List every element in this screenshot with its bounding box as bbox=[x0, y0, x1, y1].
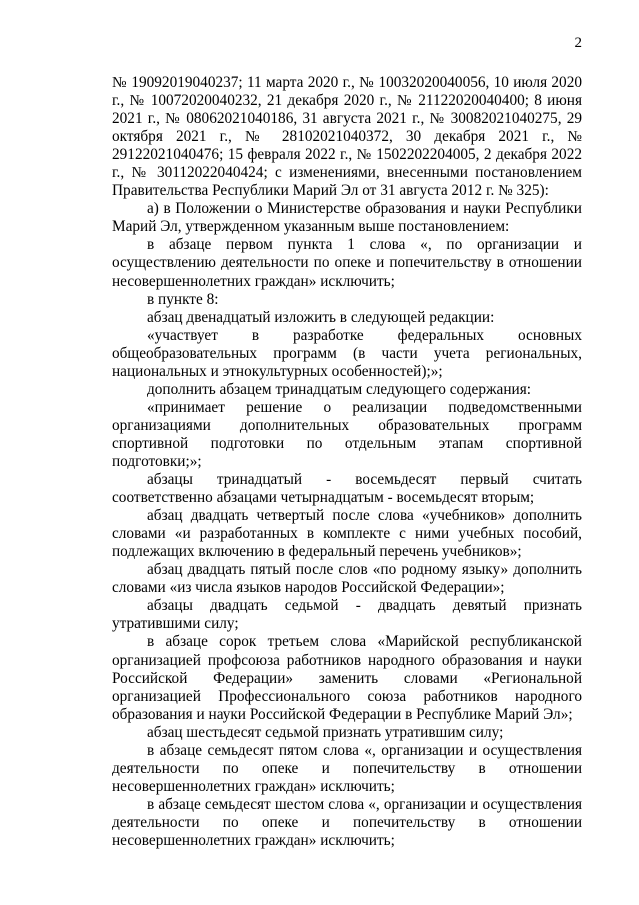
paragraph-renumbering: абзацы тринадцатый - восемьдесят первый считать соответственно абзацами четырнадцатым - восемьдесят вторым; bbox=[112, 471, 582, 507]
paragraph-thirteenth-text: «принимает решение о реализации подведомственными организациями дополнительных образовательных программ спортивной подготовки по отдельным этапам спортивной подготовки;»; bbox=[112, 398, 582, 470]
paragraph-twenty-fifth: абзац двадцать пятый после слов «по родному языку» дополнить словами «из числа языков народов Российской Федерации»; bbox=[112, 561, 582, 597]
paragraph-sixty-seventh: абзац шестьдесят седьмой признать утратившим силу; bbox=[147, 723, 504, 741]
paragraph-twenty-fourth: абзац двадцать четвертый после слова «учебников» дополнить словами «и разработанных в комплекте с ними учебных пособий, подлежащих включению в федеральный перечень учебников»; bbox=[112, 507, 582, 561]
paragraph-twelfth-text: «участвует в разработке федеральных основных общеобразовательных программ (в части учета региональных, национальных и этнокультурных особенностей);»; bbox=[112, 326, 582, 380]
paragraph-subitem-a: а) в Положении о Министерстве образования и науки Республики Марий Эл, утвержденном указанным выше постановлением: bbox=[112, 200, 582, 236]
paragraph-twenty-seventh: абзацы двадцать седьмой - двадцать девятый признать утратившими силу; bbox=[112, 597, 582, 633]
page-number: 2 bbox=[574, 35, 582, 51]
paragraph-seventy-sixth: в абзаце семьдесят шестом слова «, организации и осуществления деятельности по опеке и попечительству в отношении несовершеннолетних граждан» исключить; bbox=[112, 795, 582, 849]
paragraph-seventy-fifth: в абзаце семьдесят пятом слова «, организации и осуществления деятельности по опеке и попечительству в отношении несовершеннолетних граждан» исключить; bbox=[112, 741, 582, 795]
paragraph-add-thirteenth: дополнить абзацем тринадцатым следующего содержания: bbox=[147, 380, 531, 398]
paragraph-resolution-list: № 19092019040237; 11 марта 2020 г., № 10032020040056, 10 июля 2020 г., № 10072020040232, 21 декабря 2020 г., № 21122020040400; 8 июня 2021 г., № 08062021040186, 31 августа 2021 г., № 30082021040275, 29 октября 2021 г., № 28102021040372, 30 декабря 2021 г., № 29122021040476; 15 февраля 2022 г., № 1502202204005, 2 декабря 2022 г., № 30112022040424; с изменениями, внесенными постановлением Правительства Республики Марий Эл от 31 августа 2012 г. № 325): bbox=[112, 74, 582, 200]
paragraph-point-8-heading: в пункте 8: bbox=[147, 290, 219, 308]
paragraph-point-1: в абзаце первом пункта 1 слова «, по организации и осуществлению деятельности по опеке и попечительству в отношении несовершеннолетних граждан» исключить; bbox=[112, 236, 582, 290]
paragraph-forty-third: в абзаце сорок третьем слова «Марийской республиканской организацией профсоюза работников народного образования и науки Российской Федерации» заменить словами «Региональной организацией Профессионального союза работников народного образования и науки Российской Федерации в Республике Марий Эл»; bbox=[112, 633, 582, 723]
paragraph-twelfth-abzac: абзац двенадцатый изложить в следующей редакции: bbox=[147, 308, 495, 326]
document-body bbox=[112, 74, 582, 850]
